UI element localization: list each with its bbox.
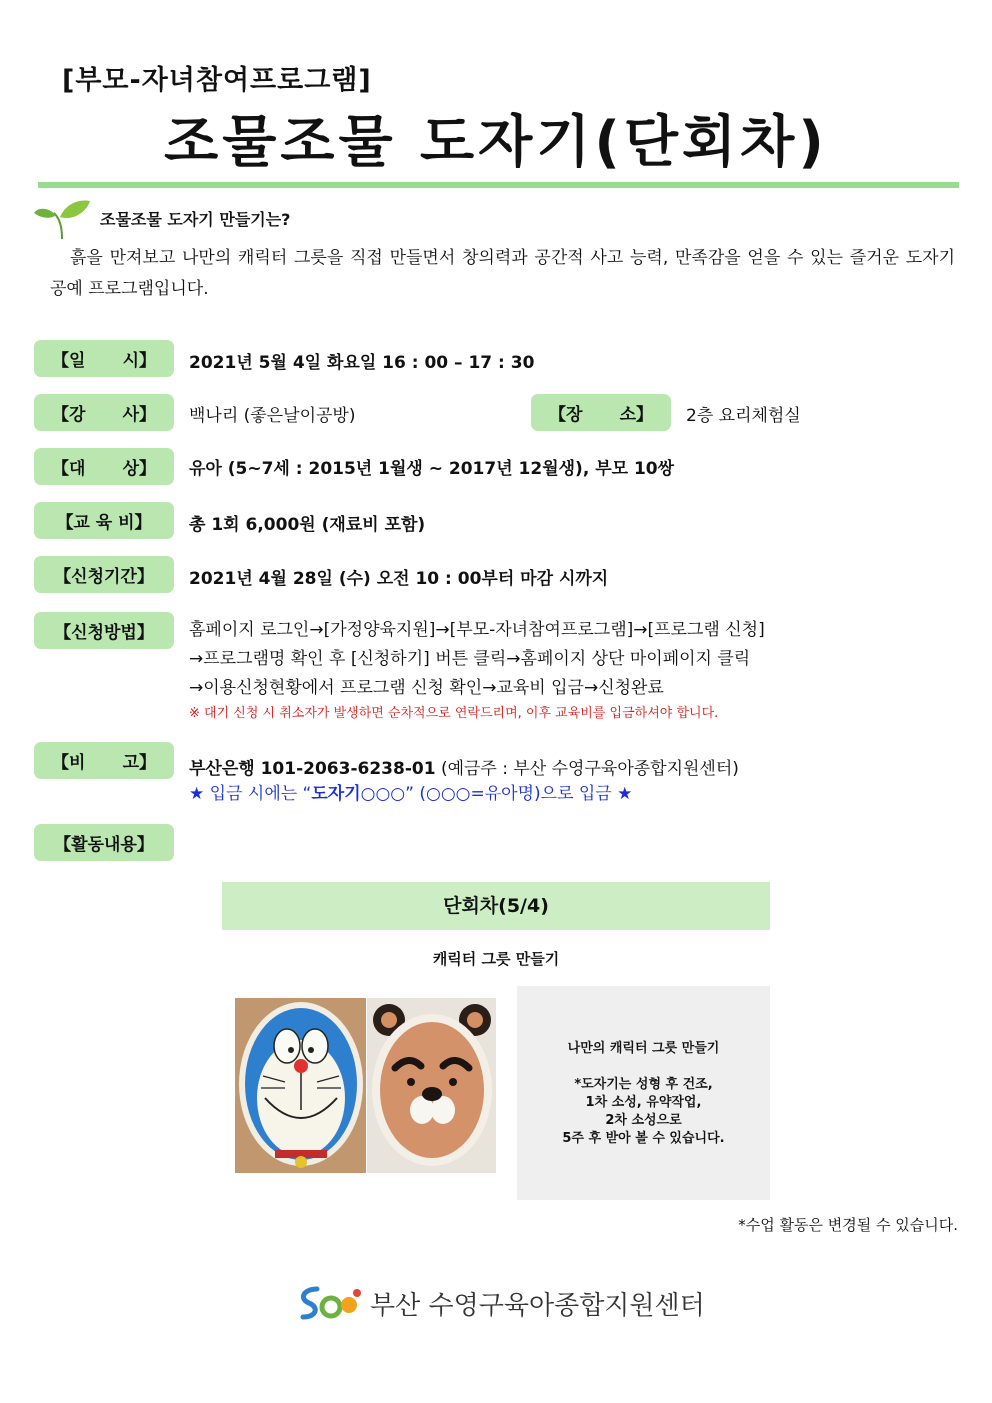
title-divider (38, 182, 959, 188)
center-logo-icon (295, 1283, 365, 1323)
method-step-2: →프로그램명 확인 후 [신청하기] 버튼 클릭→홈페이지 상단 마이페이지 클릭 (189, 649, 751, 669)
account-holder: (예금주 : 부산 수영구육아종합지원센터) (440, 759, 739, 779)
note-line: 5주 후 받아 볼 수 있습니다. (562, 1131, 725, 1146)
label-method: 【신청방법】 (34, 612, 174, 649)
value-date: 2021년 5월 4일 화요일 16 : 00 – 17 : 30 (189, 353, 535, 373)
note-line: *도자기는 성형 후 건조, (574, 1077, 713, 1092)
label-date: 【일 시】 (34, 340, 174, 377)
value-fee: 총 1회 6,000원 (재료비 포함) (189, 515, 426, 535)
intro-heading: 조물조물 도자기 만들기는? (100, 210, 291, 229)
label-remarks: 【비 고】 (34, 742, 174, 779)
label-place: 【장 소】 (531, 394, 671, 431)
activity-caption: 캐릭터 그릇 만들기 (432, 950, 560, 968)
label-fee: 【교 육 비】 (34, 502, 174, 539)
sprout-icon (32, 197, 92, 241)
bear-plate-photo (367, 998, 496, 1173)
change-notice: *수업 활동은 변경될 수 있습니다. (738, 1216, 958, 1234)
label-target: 【대 상】 (34, 448, 174, 485)
label-period: 【신청기간】 (34, 556, 174, 593)
method-step-1: 홈페이지 로그인→[가정양육지원]→[부모-자녀참여프로그램]→[프로그램 신청] (189, 620, 765, 640)
intro-text: 흙을 만져보고 나만의 캐릭터 그릇을 직접 만들면서 창의력과 공간적 사고 능력, 만족감을 얻을 수 있는 즐거운 도자기 공예 프로그램입니다. (50, 248, 955, 299)
waitlist-note: ※ 대기 신청 시 취소자가 발생하면 순차적으로 연락드리며, 이후 교육비를 입금하셔야 합니다. (189, 706, 719, 721)
note-line: 1차 소성, 유약작업, (585, 1095, 702, 1110)
label-activity: 【활동내용】 (34, 824, 174, 861)
value-period: 2021년 4월 28일 (수) 오전 10 : 00부터 마감 시까지 (189, 569, 609, 589)
activity-note-box (517, 986, 770, 1200)
note-line: 2차 소성으로 (605, 1113, 682, 1128)
note-title: 나만의 캐릭터 그릇 만들기 (567, 1041, 720, 1056)
value-place: 2층 요리체험실 (686, 406, 801, 426)
deposit-instruction: ★ 입금 시에는 “도자기○○○” (○○○=유아명)으로 입금 ★ (189, 784, 633, 804)
value-target: 유아 (5~7세 : 2015년 1월생 ~ 2017년 12월생), 부모 10쌍 (189, 459, 675, 479)
value-instructor: 백나리 (좋은날이공방) (189, 406, 356, 426)
page-title: 조물조물 도자기(단회차) (164, 110, 828, 175)
value-remarks (189, 754, 739, 779)
label-instructor: 【강 사】 (34, 394, 174, 431)
method-step-3: →이용신청현황에서 프로그램 신청 확인→교육비 입금→신청완료 (189, 678, 664, 698)
session-band: 단회차(5/4) (222, 882, 770, 930)
center-name: 부산 수영구육아종합지원센터 (370, 1291, 705, 1321)
doraemon-plate-photo (235, 998, 366, 1173)
program-category: [부모-자녀참여프로그램] (62, 65, 372, 96)
bank-account: 부산은행 101-2063-6238-01 (189, 759, 436, 779)
